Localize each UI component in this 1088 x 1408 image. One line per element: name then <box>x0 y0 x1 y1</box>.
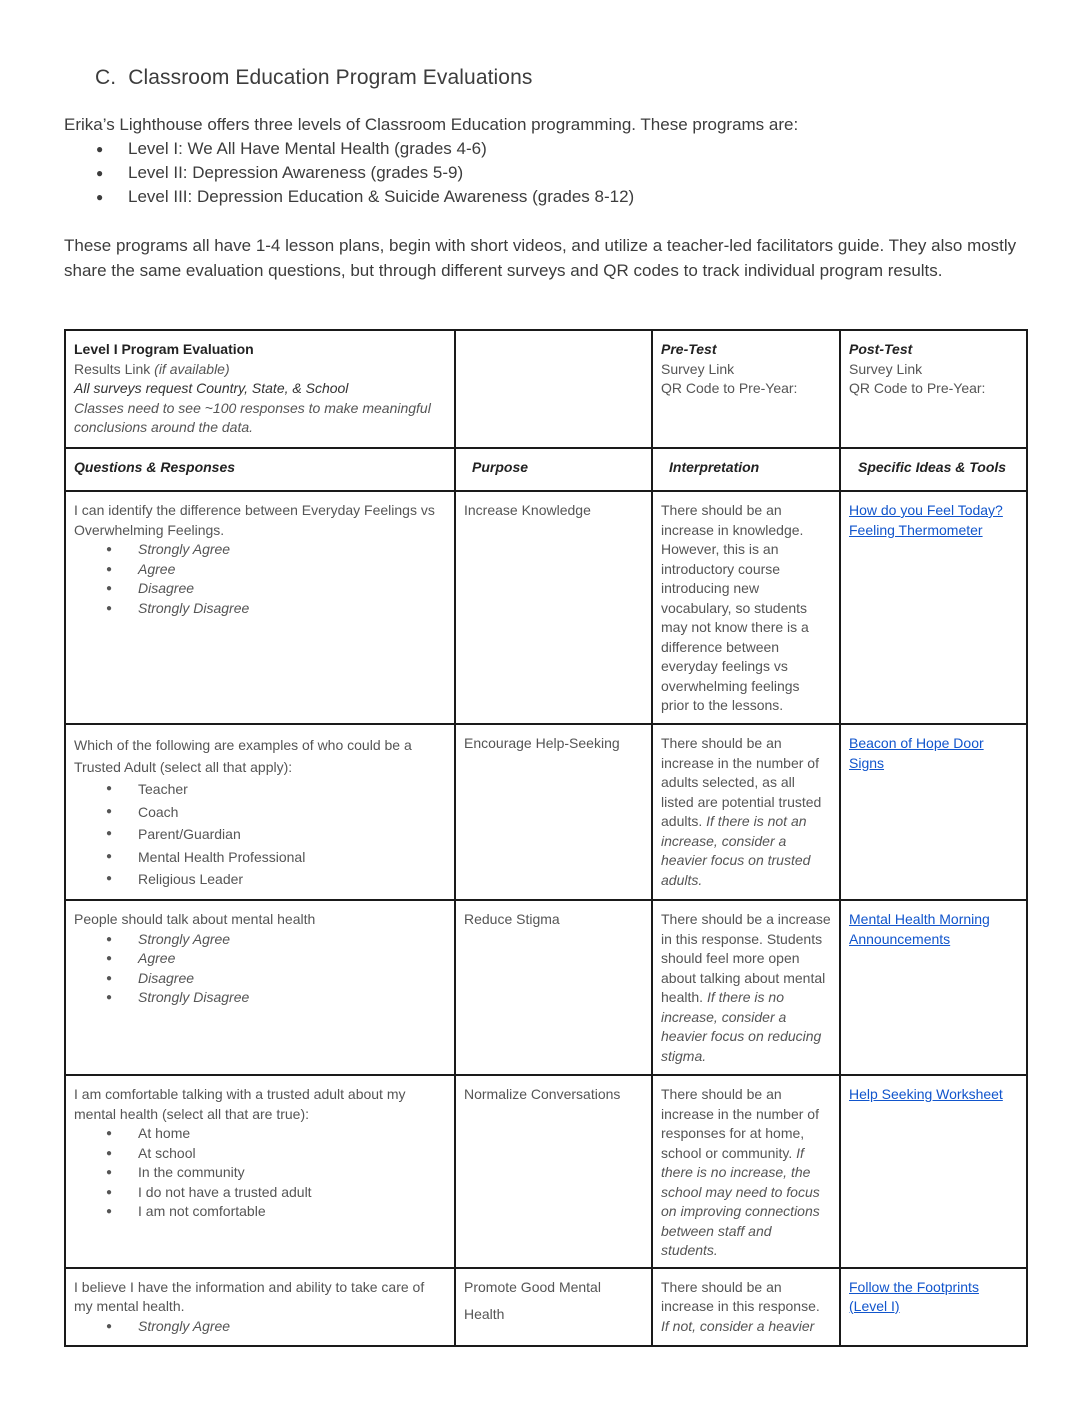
response-option: ● I do not have a trusted adult <box>74 1183 446 1203</box>
tool-link[interactable]: Mental Health Morning Announcements <box>849 911 990 947</box>
interpretation-cell <box>652 1075 840 1268</box>
interpretation-note: If there is no increase, the school may need to focus on improving connections between staff and students. <box>661 1144 820 1258</box>
tool-link[interactable]: Follow the Footprints (Level I) <box>849 1278 979 1314</box>
post-test-cell <box>840 330 1027 448</box>
response-options <box>74 778 446 891</box>
column-header-interpretation: Interpretation <box>652 448 840 491</box>
interpretation-text: There should be an increase in the number of adults selected, as all listed are potential trusted adults. <box>661 735 822 829</box>
program-title: Level I Program Evaluation <box>74 341 254 357</box>
response-option: ● Agree <box>74 949 446 969</box>
tools-cell <box>840 900 1027 1075</box>
column-header-questions: Questions & Responses <box>65 448 455 491</box>
tools-cell <box>840 1268 1027 1346</box>
question-text: People should talk about mental health <box>74 911 316 927</box>
response-option: ● Mental Health Professional <box>74 846 446 869</box>
empty-header-cell <box>455 330 652 448</box>
question-cell <box>65 491 455 724</box>
response-option: ● Disagree <box>74 579 446 599</box>
tool-link[interactable]: How do you Feel Today? Feeling Thermometer <box>849 502 1003 538</box>
response-option: ● Disagree <box>74 969 446 989</box>
question-text: Which of the following are examples of who could be a Trusted Adult (select all that apply): <box>74 737 412 775</box>
response-option: ● Agree <box>74 560 446 580</box>
response-option: ● I am not comfortable <box>74 1202 446 1222</box>
interpretation-cell <box>652 1268 840 1346</box>
interpretation-text: There should be an increase in this response. <box>661 1278 820 1314</box>
purpose-cell: Increase Knowledge <box>455 491 652 724</box>
response-option: ● Strongly Agree <box>74 930 446 950</box>
results-link[interactable]: Results Link <box>74 360 151 377</box>
response-options <box>74 540 446 618</box>
purpose-cell: Normalize Conversations <box>455 1075 652 1268</box>
program-level-item: ● Level III: Depression Education & Suicide Awareness (grades 8-12) <box>64 185 1024 209</box>
pre-test-survey-link[interactable]: Survey Link <box>661 360 735 377</box>
interpretation-text: There should be an increase in knowledge. However, this is an introductory course introducing new vocabulary, so students may not know there is a difference between everyday feelings vs overwhelming feelings prior to the lessons. <box>661 502 809 713</box>
post-test-survey-link[interactable]: Survey Link <box>849 360 923 377</box>
surveys-note: All surveys request Country, State, & School <box>74 380 349 396</box>
section-heading <box>95 66 532 90</box>
evaluation-table <box>64 329 1028 1347</box>
responses-note: Classes need to see ~100 responses to make meaningful conclusions around the data. <box>74 399 431 435</box>
question-text: I am comfortable talking with a trusted adult about my mental health (select all that are true): <box>74 1086 406 1122</box>
post-test-title: Post-Test <box>849 341 913 357</box>
intro-lead: Erika’s Lighthouse offers three levels of Classroom Education programming. These programs are: <box>64 115 799 134</box>
section-marker: C. <box>95 66 117 89</box>
interpretation-cell <box>652 491 840 724</box>
response-option: ● Parent/Guardian <box>74 823 446 846</box>
program-level-item: ● Level I: We All Have Mental Health (grades 4-6) <box>64 137 1024 161</box>
response-options <box>74 1124 446 1222</box>
column-header-row <box>65 448 1027 491</box>
interpretation-cell <box>652 900 840 1075</box>
table-row <box>65 900 1027 1075</box>
column-header-purpose: Purpose <box>455 448 652 491</box>
response-options <box>74 1317 446 1337</box>
response-option: ● Strongly Agree <box>74 540 446 560</box>
response-option: ● At home <box>74 1124 446 1144</box>
response-option: ● Coach <box>74 801 446 824</box>
interpretation-cell <box>652 724 840 900</box>
tool-link[interactable]: Help Seeking Worksheet <box>849 1086 1003 1102</box>
program-levels-list <box>64 137 1024 209</box>
interpretation-text: There should be an increase in the number of responses for at home, school or community. <box>661 1086 819 1161</box>
table-row <box>65 1268 1027 1346</box>
pre-test-cell <box>652 330 840 448</box>
question-cell <box>65 900 455 1075</box>
interpretation-note: If there is no increase, consider a heavier focus on reducing stigma. <box>661 989 822 1064</box>
question-text: I believe I have the information and ability to take care of my mental health. <box>74 1278 425 1314</box>
purpose-cell: Promote Good Mental Health <box>455 1268 652 1346</box>
question-cell <box>65 1268 455 1346</box>
response-options <box>74 930 446 1008</box>
response-option: ● Strongly Agree <box>74 1317 446 1337</box>
section-title: Classroom Education Program Evaluations <box>128 66 533 89</box>
programs-description: These programs all have 1-4 lesson plans, begin with short videos, and utilize a teacher-led facilitators guide. They also mostly share the same evaluation questions, but through different surveys and QR codes to track individual program results. <box>64 236 1017 280</box>
table-row <box>65 491 1027 724</box>
purpose-cell: Reduce Stigma <box>455 900 652 1075</box>
response-option: ● Strongly Disagree <box>74 988 446 1008</box>
post-test-qr-label: QR Code to Pre-Year: <box>849 380 986 396</box>
results-link-note: (if available) <box>154 360 230 377</box>
response-option: ● Strongly Disagree <box>74 599 446 619</box>
response-option: ● In the community <box>74 1163 446 1183</box>
interpretation-note: If there is not an increase, consider a heavier focus on trusted adults. <box>661 813 811 888</box>
purpose-cell: Encourage Help-Seeking <box>455 724 652 900</box>
tools-cell <box>840 491 1027 724</box>
results-link-line <box>74 360 446 380</box>
question-text: I can identify the difference between Everyday Feelings vs Overwhelming Feelings. <box>74 502 435 538</box>
tool-link[interactable]: Beacon of Hope Door Signs <box>849 735 984 771</box>
pre-test-title: Pre-Test <box>661 341 717 357</box>
table-row <box>65 724 1027 900</box>
column-header-tools: Specific Ideas & Tools <box>840 448 1027 491</box>
program-level-item: ● Level II: Depression Awareness (grades 5-9) <box>64 161 1024 185</box>
pre-test-qr-label: QR Code to Pre-Year: <box>661 380 798 396</box>
table-header-row <box>65 330 1027 448</box>
program-header-cell <box>65 330 455 448</box>
interpretation-text: There should be a increase in this response. Students should feel more open about talking about mental health. <box>661 911 831 1005</box>
question-cell <box>65 1075 455 1268</box>
response-option: ● At school <box>74 1144 446 1164</box>
response-option: ● Religious Leader <box>74 868 446 891</box>
interpretation-note: If not, consider a heavier <box>661 1317 815 1334</box>
table-row <box>65 1075 1027 1268</box>
question-cell <box>65 724 455 900</box>
tools-cell <box>840 1075 1027 1268</box>
response-option: ● Teacher <box>74 778 446 801</box>
intro-block <box>64 113 1024 209</box>
tools-cell <box>840 724 1027 900</box>
